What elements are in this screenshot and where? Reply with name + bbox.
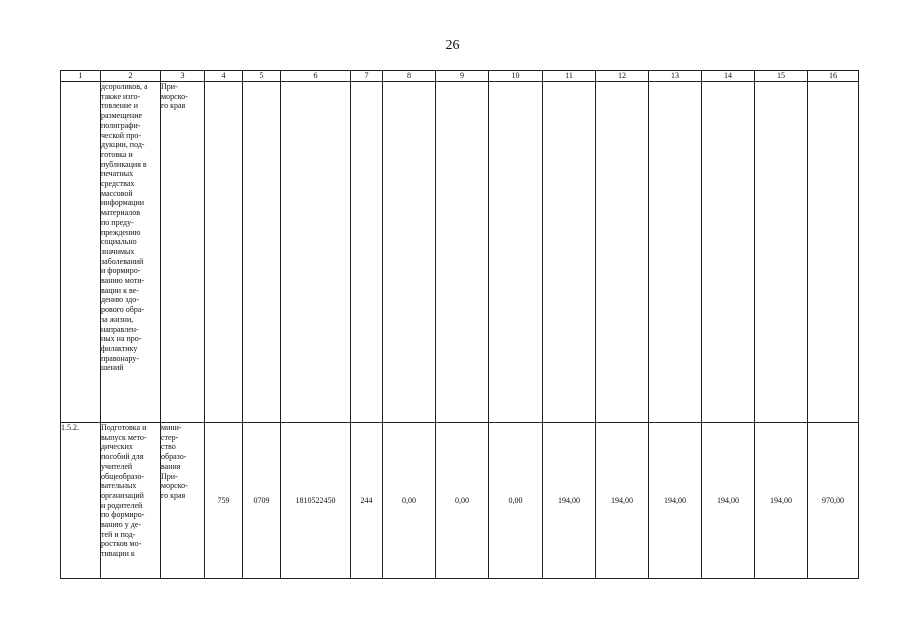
header-cell: 3 <box>161 71 205 82</box>
value-cell: 244 <box>351 423 383 579</box>
value-cell: 1810522450 <box>281 423 351 579</box>
header-cell: 7 <box>351 71 383 82</box>
header-cell: 8 <box>383 71 436 82</box>
value-cell <box>351 82 383 423</box>
value-cell <box>489 82 543 423</box>
executor-cell: При- морско- го края <box>161 82 205 423</box>
header-cell: 4 <box>205 71 243 82</box>
value-cell: 194,00 <box>755 423 808 579</box>
executor-cell: мини- стер- ство образо- вания При- морско- го края <box>161 423 205 579</box>
value-cell: 0,00 <box>383 423 436 579</box>
header-cell: 15 <box>755 71 808 82</box>
header-cell: 9 <box>436 71 489 82</box>
value-cell: 194,00 <box>649 423 702 579</box>
value-cell: 0709 <box>243 423 281 579</box>
header-cell: 12 <box>596 71 649 82</box>
value-cell <box>808 82 859 423</box>
value-cell <box>702 82 755 423</box>
value-cell <box>649 82 702 423</box>
value-cell: 194,00 <box>702 423 755 579</box>
header-cell: 6 <box>281 71 351 82</box>
value-cell: 194,00 <box>596 423 649 579</box>
value-cell: 0,00 <box>489 423 543 579</box>
table-row <box>61 423 859 579</box>
value-cell <box>281 82 351 423</box>
header-cell: 16 <box>808 71 859 82</box>
header-cell: 14 <box>702 71 755 82</box>
value-cell <box>383 82 436 423</box>
value-cell <box>205 82 243 423</box>
description-cell: дсороликов, а также изго- товление и размещение полиграфи- ческой про- дукции, под- готовка и публикация в печатных средствах массовой информации материалов по преду- преждению социально значимых заболеваний и формиро- ванию моти- вации к ве- дению здо- рового обра- за жизни, направлен- ных на про- филактику правонару- шений <box>101 82 161 423</box>
index-cell: 1.5.2. <box>61 423 101 579</box>
value-cell <box>436 82 489 423</box>
header-cell: 10 <box>489 71 543 82</box>
value-cell: 759 <box>205 423 243 579</box>
value-cell <box>543 82 596 423</box>
header-cell: 5 <box>243 71 281 82</box>
page-number: 26 <box>445 38 460 53</box>
header-cell: 1 <box>61 71 101 82</box>
table-row <box>61 82 859 423</box>
header-row <box>61 71 859 82</box>
index-cell <box>61 82 101 423</box>
value-cell <box>596 82 649 423</box>
value-cell <box>243 82 281 423</box>
description-cell: Подготовка и выпуск мето- дических пособий для учителей общеобразо- вательных организаций и родителей по формиро- ванию у де- тей и под- ростков мо- тивации к <box>101 423 161 579</box>
value-cell: 194,00 <box>543 423 596 579</box>
header-cell: 13 <box>649 71 702 82</box>
value-cell: 970,00 <box>808 423 859 579</box>
value-cell <box>755 82 808 423</box>
header-cell: 2 <box>101 71 161 82</box>
header-cell: 11 <box>543 71 596 82</box>
budget-table <box>60 70 859 579</box>
value-cell: 0,00 <box>436 423 489 579</box>
